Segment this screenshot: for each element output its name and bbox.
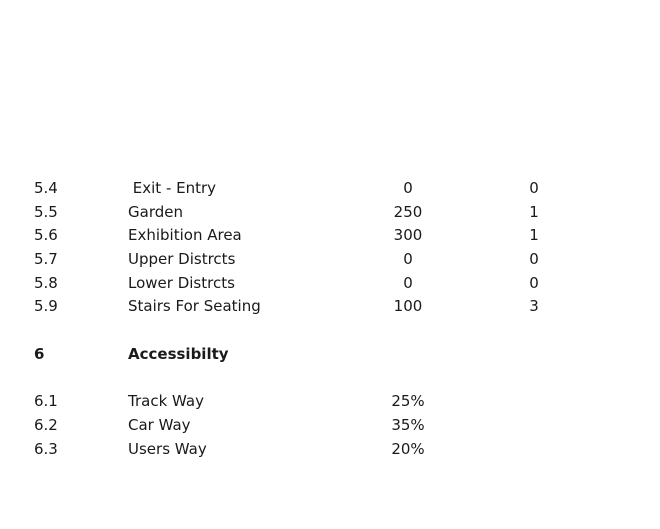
row-number: 5.5 [34, 202, 58, 221]
row-number: 5.6 [34, 226, 58, 245]
row-name: Lower Distrcts [128, 273, 235, 292]
row-number: 5.9 [34, 297, 58, 316]
row-number: 6.2 [34, 415, 58, 434]
table-row [0, 272, 660, 296]
blank-row [0, 319, 660, 343]
row-name: Car Way [128, 415, 191, 434]
table-row [0, 390, 660, 414]
row-count: 0 [529, 273, 539, 292]
row-value: 300 [393, 226, 423, 245]
blank-row [0, 367, 660, 391]
table-row [0, 414, 660, 438]
row-number: 5.7 [34, 250, 58, 269]
row-value: 35% [391, 415, 425, 434]
row-value: 0 [403, 273, 413, 292]
row-count: 1 [529, 226, 539, 245]
section-heading-row [0, 343, 660, 367]
row-value: 0 [403, 179, 413, 197]
table-row [0, 224, 660, 248]
row-value: 20% [391, 439, 425, 458]
row-number: 6.1 [34, 392, 58, 411]
section-title: Accessibilty [128, 344, 229, 363]
table-row [0, 438, 660, 462]
row-count: 0 [529, 179, 539, 197]
row-name: Garden [128, 202, 183, 221]
row-number: 6.3 [34, 439, 58, 458]
table-row [0, 248, 660, 272]
table-row [0, 177, 660, 201]
row-count: 1 [529, 202, 539, 221]
row-name: Users Way [128, 439, 207, 458]
row-number: 5.8 [34, 273, 58, 292]
table-row [0, 295, 660, 319]
row-count: 0 [529, 250, 539, 269]
row-name: Stairs For Seating [128, 297, 261, 316]
row-count: 3 [529, 297, 539, 316]
row-value: 0 [403, 250, 413, 269]
table-row [0, 201, 660, 225]
row-value: 250 [393, 202, 423, 221]
row-number: 5.4 [34, 179, 58, 197]
document-table [0, 177, 660, 461]
row-name: Track Way [128, 392, 204, 411]
row-name: Upper Distrcts [128, 250, 236, 269]
section-number: 6 [34, 344, 45, 363]
row-value: 100 [393, 297, 423, 316]
row-name: Exit - Entry [128, 179, 217, 197]
row-value: 25% [391, 392, 425, 411]
row-name: Exhibition Area [128, 226, 242, 245]
